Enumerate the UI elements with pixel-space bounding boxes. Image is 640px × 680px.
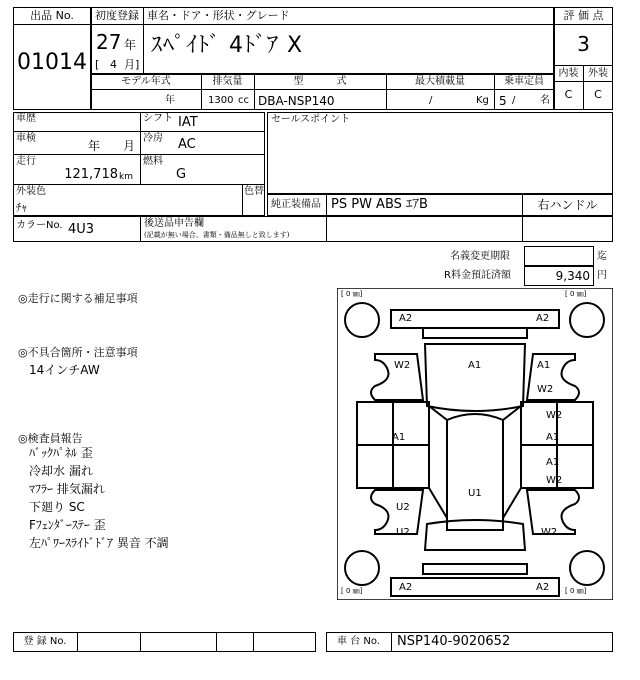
aircon: AC	[178, 137, 196, 152]
inspector-title: ◎検査員報告	[18, 432, 83, 445]
max-load-sep: /	[429, 95, 433, 106]
max-load-unit: Kg	[476, 95, 489, 106]
damage-mark: A2	[536, 313, 550, 324]
first-registration-year: 27	[96, 30, 122, 54]
car-diagram	[337, 288, 613, 600]
details-box	[13, 112, 265, 216]
damage-mark: A2	[536, 582, 550, 593]
first-registration-month: 4	[110, 58, 117, 71]
inspection-month-unit: 月	[123, 139, 136, 153]
color-no: 4U3	[68, 222, 95, 237]
recycle-fee: 9,340	[555, 269, 590, 283]
inspector-item: 冷却水 漏れ	[29, 464, 93, 478]
genuine-equipment-label: 純正装備品	[271, 199, 321, 210]
damage-mark: W2	[546, 475, 563, 486]
exterior-color: ﾁｬ	[16, 201, 27, 214]
color-no-label: カラーNo.	[16, 220, 63, 231]
mileage: 121,718	[64, 167, 118, 182]
fuel-label: 燃料	[143, 156, 163, 167]
inspector-item: 下廻り SC	[29, 500, 85, 514]
damage-mark: W2	[546, 410, 563, 421]
lot-number: 01014	[17, 50, 87, 75]
tire-depth-rear-right: [ 0 ㎜]	[565, 587, 587, 595]
tire-depth-front-left: [ 0 ㎜]	[341, 290, 363, 298]
fuel: G	[176, 167, 187, 182]
exterior-grade: C	[594, 88, 602, 101]
interior-label: 内装	[558, 68, 579, 79]
month-bracket-open: [	[95, 58, 100, 71]
model-code: DBA-NSP140	[258, 94, 335, 108]
genuine-equipment: PS PW ABS ｴｱB	[331, 197, 428, 212]
inspector-item: 左ﾊﾟﾜｰｽﾗｲﾄﾞﾄﾞｱ 異音 不調	[29, 536, 169, 550]
tire-depth-rear-left: [ 0 ㎜]	[341, 587, 363, 595]
max-load-label: 最大積載量	[415, 76, 465, 87]
inspector-item: ﾊﾞｯｸﾊﾟﾈﾙ 歪	[29, 446, 93, 460]
score-label: 評 価 点	[563, 9, 604, 22]
damage-mark: U2	[396, 527, 410, 538]
name-change-label: 名義変更期限	[450, 251, 510, 262]
inspector-item: ﾏﾌﾗｰ 排気漏れ	[29, 482, 105, 496]
first-registration-label: 初度登録	[95, 9, 139, 22]
interior-grade: C	[564, 88, 573, 101]
car-outline-drawing	[337, 288, 613, 600]
sales-point-label: セールスポイント	[271, 114, 351, 125]
score-value: 3	[577, 32, 590, 56]
chassis-no-label: 車 台 No.	[337, 636, 380, 647]
capacity: 5	[499, 94, 507, 108]
recycle-label: R料金預託済額	[444, 270, 511, 281]
model-year-label: モデル年式	[121, 76, 171, 87]
damage-mark: A1	[392, 432, 406, 443]
defects-title: ◎不具合箇所・注意事項	[18, 346, 138, 359]
inspection-year-unit: 年	[88, 139, 101, 153]
capacity-unit: 名	[540, 95, 550, 106]
tire-depth-front-right: [ 0 ㎜]	[565, 290, 587, 298]
mileage-unit: km	[119, 172, 133, 182]
damage-mark: U1	[468, 488, 482, 499]
model-code-label: 型 式	[293, 76, 347, 87]
damage-mark: A1	[468, 360, 482, 371]
year-unit: 年	[124, 38, 137, 52]
later-declaration-label: 後送品申告欄	[144, 218, 204, 229]
damage-mark: A1	[537, 360, 551, 371]
repaint-label: 色替	[244, 186, 264, 197]
model-year-unit: 年	[165, 95, 175, 106]
driving-notes-title: ◎走行に関する補足事項	[18, 292, 138, 305]
damage-mark: U2	[396, 502, 410, 513]
registration-no-label: 登 録 No.	[23, 636, 67, 647]
exterior-color-label: 外装色	[16, 186, 46, 197]
defect-item: 14インチAW	[29, 363, 100, 377]
exterior-label: 外装	[588, 68, 608, 79]
damage-mark: W2	[537, 384, 554, 395]
car-name-label: 車名・ドア・形状・グレード	[147, 9, 290, 22]
color-no-box	[13, 216, 613, 242]
steering-position: 右ハンドル	[537, 198, 598, 212]
aircon-label: 冷房	[143, 133, 163, 144]
displacement-unit: cc	[238, 95, 249, 106]
shift: IAT	[178, 115, 198, 130]
damage-mark: W2	[541, 527, 558, 538]
capacity-sep: /	[512, 95, 516, 106]
damage-mark: W2	[394, 360, 411, 371]
mileage-label: 走行	[16, 156, 36, 167]
shift-label: シフト	[143, 113, 173, 124]
inspector-item: Fﾌｪﾝﾀﾞｰｽﾃｰ 歪	[29, 518, 106, 532]
lot-number-label: 出品 No.	[30, 9, 74, 22]
damage-mark: A2	[399, 582, 413, 593]
damage-mark: A1	[546, 457, 560, 468]
displacement-label: 排気量	[212, 76, 243, 87]
recycle-unit: 円	[597, 270, 607, 281]
displacement: 1300	[208, 95, 234, 106]
history-label: 車歴	[16, 113, 36, 124]
name-change-value	[524, 246, 594, 266]
car-name: ｽﾍﾟｲﾄﾞ 4ﾄﾞｱ X	[151, 33, 304, 58]
damage-mark: A2	[399, 313, 413, 324]
capacity-label: 乗車定員	[504, 76, 544, 87]
later-declaration-note: (記載が無い場合、書類・備品無しと致します)	[144, 231, 290, 239]
damage-mark: A1	[546, 432, 560, 443]
month-unit: 月]	[124, 58, 140, 71]
inspection-label: 車検	[16, 133, 36, 144]
chassis-no: NSP140-9020652	[397, 634, 511, 649]
name-change-unit: 迄	[597, 251, 607, 262]
